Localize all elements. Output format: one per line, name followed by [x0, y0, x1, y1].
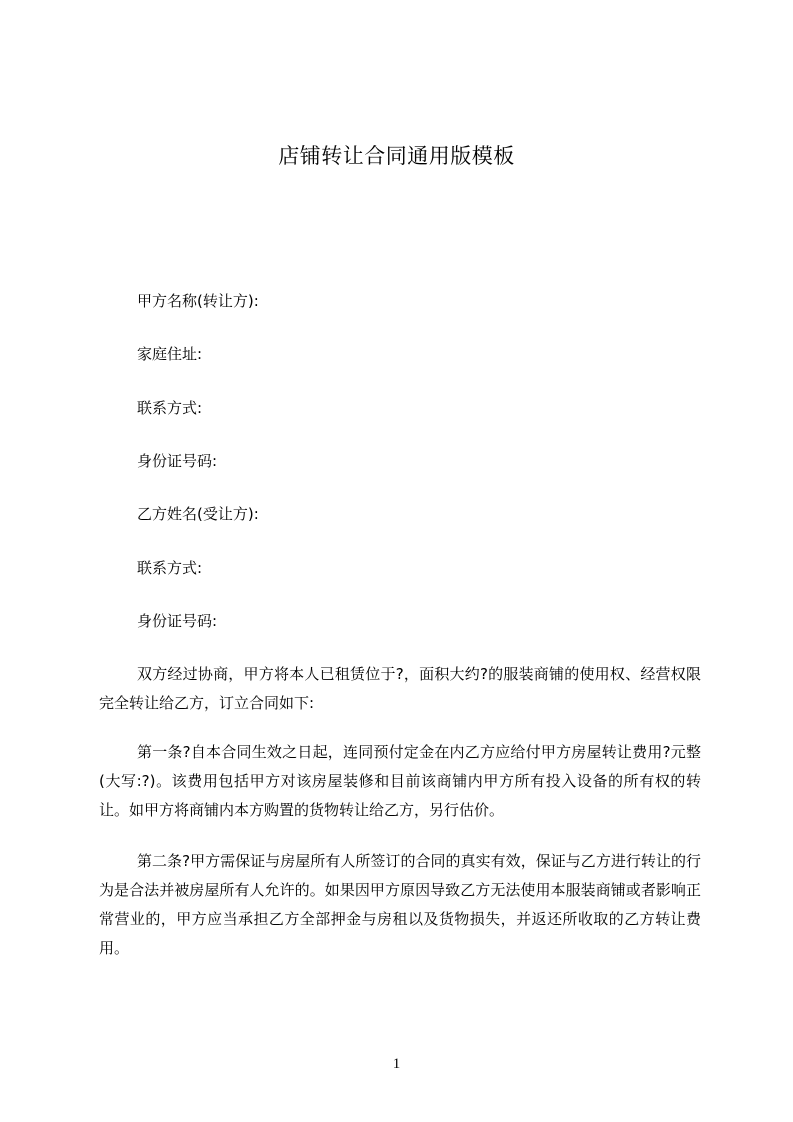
- party-a-name-field: 甲方名称(转让方):: [137, 292, 259, 310]
- article-two-paragraph: 第二条?甲方需保证与房屋所有人所签订的合同的真实有效，保证与乙方进行转让的行为是合法并被房屋所有人允许的。如果因甲方原因导致乙方无法使用本服装商铺或者影响正常营业的，甲方应当承担乙方全部押金与房租以及货物损失，并返还所收取的乙方转让费用。: [99, 852, 701, 957]
- page-number: 1: [392, 1056, 401, 1072]
- party-a-id-field: 身份证号码:: [137, 452, 218, 470]
- party-a-address-field: 家庭住址:: [137, 345, 203, 363]
- party-b-name-field: 乙方姓名(受让方):: [137, 505, 259, 523]
- party-b-contact-field: 联系方式:: [137, 559, 203, 577]
- party-b-id-field: 身份证号码:: [137, 612, 218, 630]
- agreement-intro-paragraph: 双方经过协商，甲方将本人已租赁位于?，面积大约?的服装商铺的使用权、经营权限完全转让给乙方，订立合同如下:: [99, 665, 701, 712]
- document-title: 店铺转让合同通用版模板: [278, 144, 515, 168]
- article-one-paragraph: 第一条?自本合同生效之日起，连同预付定金在内乙方应给付甲方房屋转让费用?元整(大写:?)。该费用包括甲方对该房屋装修和目前该商铺内甲方所有投入设备的所有权的转让。如甲方将商铺内本方购置的货物转让给乙方，另行估价。: [99, 743, 701, 819]
- party-a-contact-field: 联系方式:: [137, 399, 203, 417]
